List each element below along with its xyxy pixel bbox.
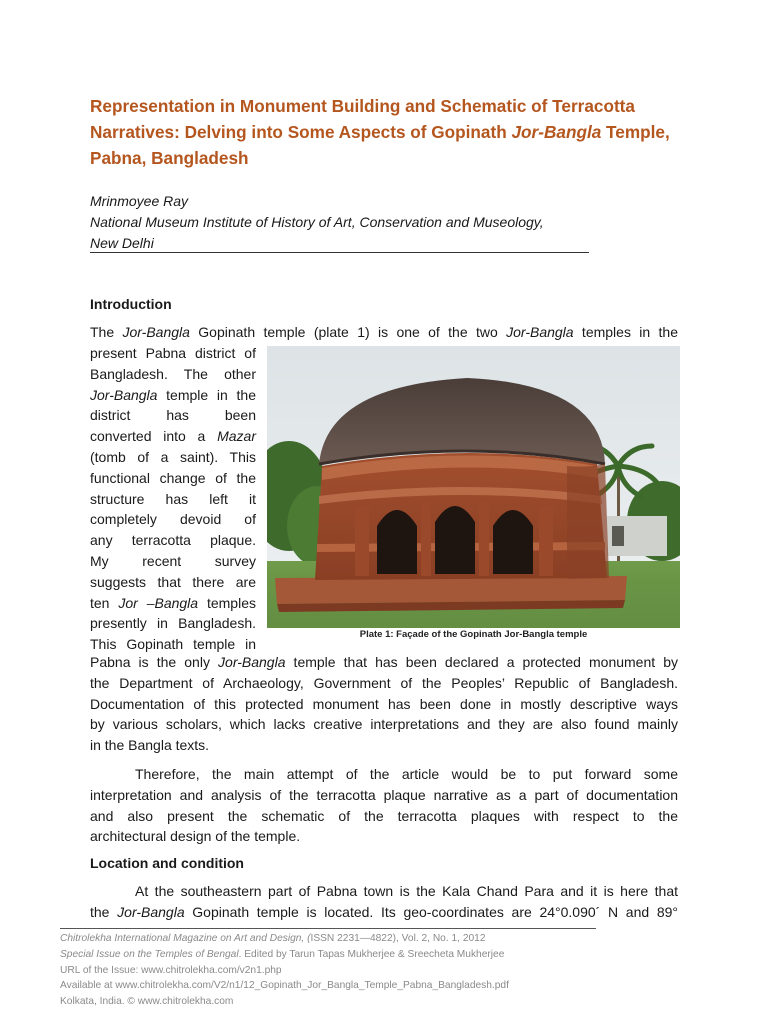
footer-copyright: Kolkata, India. © www.chitrolekha.com xyxy=(60,996,234,1008)
loc-line-1: At the southeastern part of Pabna town is the Kala Chand Para and it is here that xyxy=(135,883,678,899)
loc-l2-em: Jor-Bangla xyxy=(117,903,185,920)
author-divider xyxy=(90,252,589,253)
title-line-1: Representation in Monument Building and Schematic of Terracotta xyxy=(90,96,635,116)
intro-l1-a: The xyxy=(90,324,123,340)
p2-line-2: interpretation and analysis of the terracotta plaque narrative as a part of documentation xyxy=(90,786,678,803)
title-line-2-text: Narratives: Delving into Some Aspects of Gopinath xyxy=(90,122,512,142)
footer-l2-rest: . Edited by Tarun Tapas Mukherjee & Sreecheta Mukherjee xyxy=(238,948,505,960)
intro-line-3: Bangladesh. The other xyxy=(90,365,256,382)
author-block xyxy=(90,191,595,254)
author-name: Mrinmoyee Ray xyxy=(90,193,189,209)
loc-l2-b: Gopinath temple is located. Its geo-coordinates are 24°0.090´ N and 89° xyxy=(184,903,678,920)
location-heading: Location and condition xyxy=(90,855,244,871)
intro-line-7: (tomb of a saint). This xyxy=(90,448,256,465)
footer-l1-em: Chitrolekha International Magazine on Art and Design, ( xyxy=(60,933,311,944)
article-title xyxy=(90,93,690,171)
title-line-2 xyxy=(90,119,690,145)
intro-l1-b: Gopinath temple (plate 1) is one of the two xyxy=(189,324,507,340)
temple-photo-illustration xyxy=(267,346,680,628)
loc-l2-a: the xyxy=(90,903,118,920)
intro-line-5: district has been xyxy=(90,407,256,424)
intro-l6-em: Mazar xyxy=(217,428,256,445)
title-line-2-tail: Temple, xyxy=(601,122,670,142)
intro-l4-em: Jor-Bangla xyxy=(90,386,158,403)
intro-l17-b: temple that has been declared a protected monument by xyxy=(285,654,679,670)
intro-line-19: Documentation of this protected monument has been done in mostly descriptive ways xyxy=(90,695,678,712)
intro-line-2: present Pabna district of xyxy=(90,345,256,361)
plate-1-image xyxy=(267,346,680,628)
footer-issue-url[interactable]: URL of the Issue: www.chitrolekha.com/v2n1.php xyxy=(60,964,282,976)
footer-divider xyxy=(60,928,596,929)
title-line-3: Pabna, Bangladesh xyxy=(90,148,249,168)
intro-line-6 xyxy=(90,426,256,447)
intro-line-14 xyxy=(90,593,256,614)
intro-l1-em2: Jor-Bangla xyxy=(506,324,574,340)
p2-line-4: architectural design of the temple. xyxy=(90,828,301,845)
intro-line-10: completely devoid of xyxy=(90,511,256,528)
author-affiliation-1: National Museum Institute of History of Art, Conservation and Museology, xyxy=(90,214,544,230)
introduction-heading: Introduction xyxy=(90,296,172,312)
intro-line-13: suggests that there are xyxy=(90,573,256,590)
loc-line-2 xyxy=(90,902,678,923)
p2-line-3: and also present the schematic of the terracotta plaques with respect to the xyxy=(90,807,678,824)
author-affiliation-2: New Delhi xyxy=(90,235,154,251)
intro-line-21: in the Bangla texts. xyxy=(90,737,210,754)
intro-line-18: the Department of Archaeology, Government of the Peoples’ Republic of Bangladesh. xyxy=(90,674,678,691)
intro-line-8: functional change of the xyxy=(90,469,256,486)
footer-line-2 xyxy=(60,947,700,963)
intro-line-20: by various scholars, which lacks creative interpretations and they are also found mainly xyxy=(90,716,678,733)
page-footer xyxy=(60,931,700,1010)
intro-l17-a: Pabna is the only xyxy=(90,654,219,670)
footer-available-url[interactable]: Available at www.chitrolekha.com/V2/n1/12_Gopinath_Jor_Bangla_Temple_Pabna_Bangladesh.pdf xyxy=(60,980,509,992)
footer-l2-em: Special Issue on the Temples of Bengal xyxy=(60,948,239,960)
intro-l14-b: temples xyxy=(198,594,256,611)
intro-line-1 xyxy=(90,322,678,343)
title-line-2-em: Jor-Bangla xyxy=(511,122,602,142)
footer-line-1 xyxy=(60,931,700,947)
intro-line-12: My recent survey xyxy=(90,552,256,569)
location-paragraph xyxy=(90,881,678,923)
intro-l6-a: converted into a xyxy=(90,428,218,445)
p2-line-1: Therefore, the main attempt of the article would be to put forward some xyxy=(135,766,678,782)
intro-paragraph-narrow xyxy=(90,343,256,655)
intro-paragraph-top xyxy=(90,322,678,343)
intro-line-17 xyxy=(90,652,678,673)
paragraph-2 xyxy=(90,764,678,847)
intro-line-4 xyxy=(90,385,256,406)
intro-l1-c: temples in the xyxy=(573,324,678,340)
intro-l1-em: Jor-Bangla xyxy=(122,324,190,340)
intro-l4-b: temple in the xyxy=(157,386,256,403)
footer-l1-rest: ISSN 2231—4822), Vol. 2, No. 1, 2012 xyxy=(310,933,486,944)
intro-l17-em: Jor-Bangla xyxy=(218,654,286,670)
intro-l14-em: Jor –Bangla xyxy=(118,594,199,611)
intro-l14-a: ten xyxy=(90,594,119,611)
intro-line-9: structure has left it xyxy=(90,490,256,507)
plate-1-caption: Plate 1: Façade of the Gopinath Jor-Bangla temple xyxy=(359,629,588,640)
intro-line-16: This Gopinath temple in xyxy=(90,636,256,653)
intro-line-15: presently in Bangladesh. xyxy=(90,615,256,632)
intro-paragraph-bottom xyxy=(90,652,678,756)
intro-line-11: any terracotta plaque. xyxy=(90,532,256,549)
